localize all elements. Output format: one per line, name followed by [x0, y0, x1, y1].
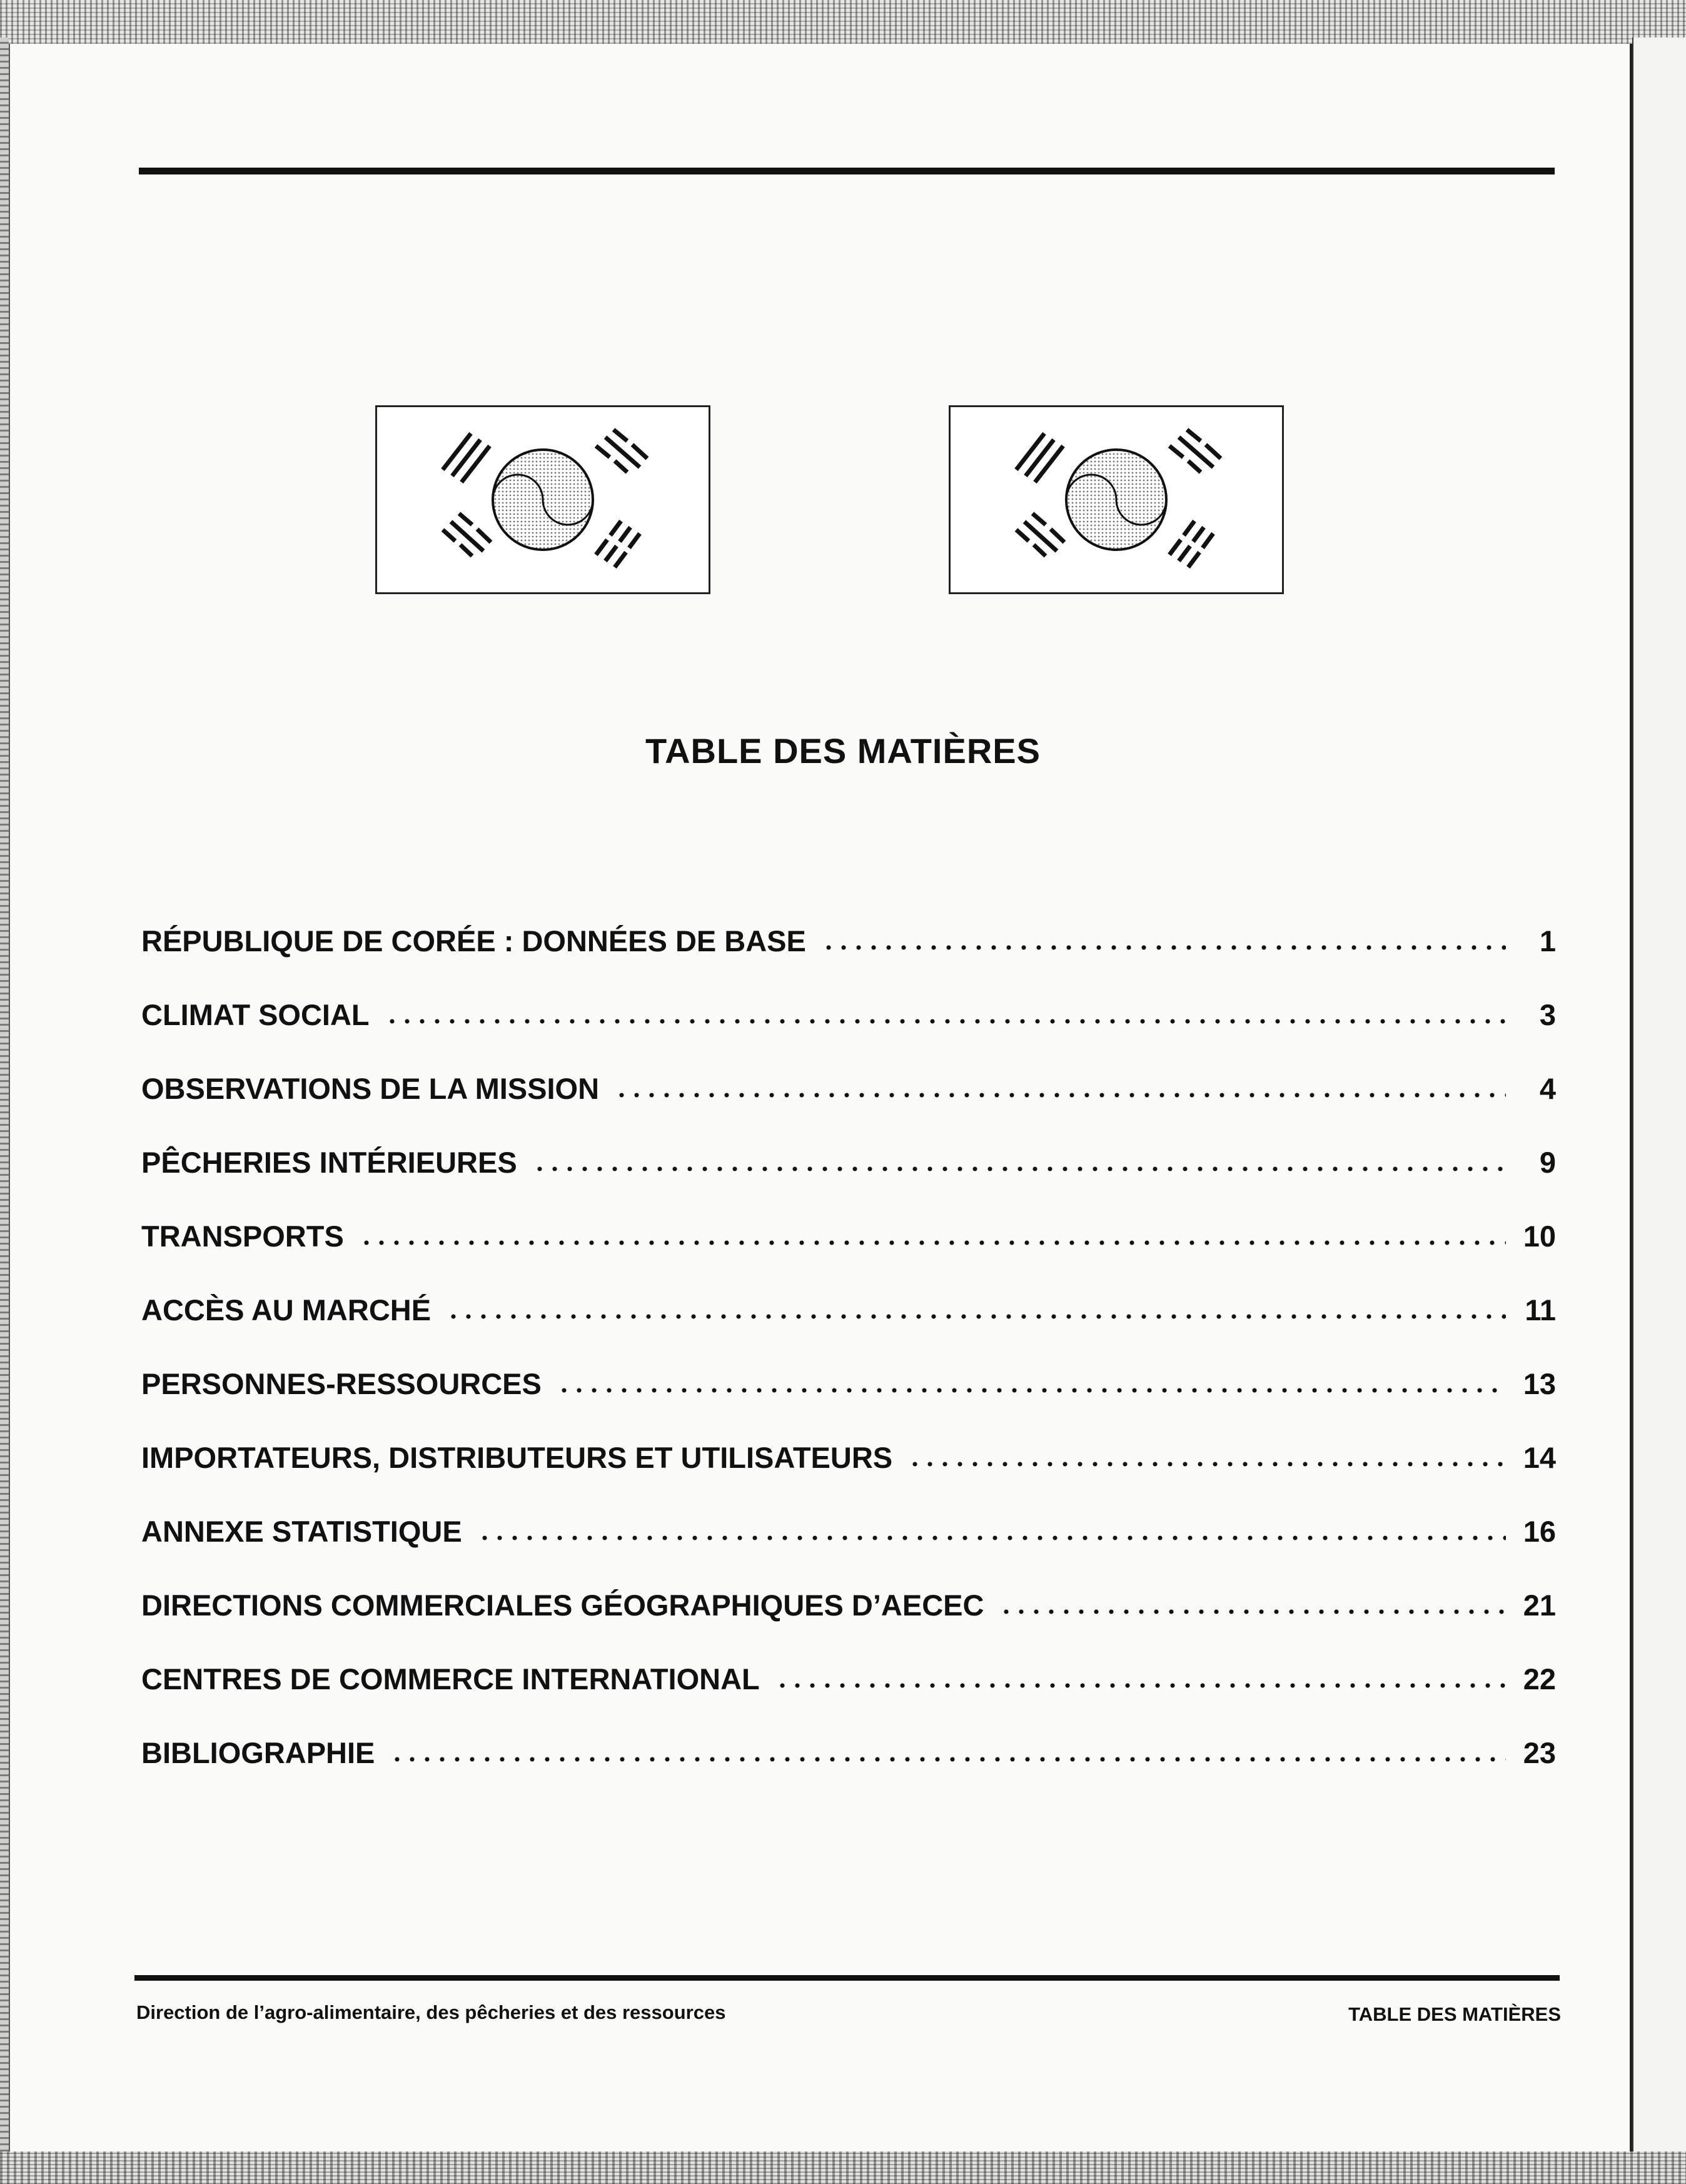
toc-entry-page: 13	[1523, 1367, 1556, 1400]
scan-edge-bottom	[0, 2151, 1686, 2184]
toc-title: TABLE DES MATIÈRES	[645, 731, 1041, 771]
toc-entry[interactable]	[141, 1287, 1556, 1332]
toc-leader-dots	[532, 1165, 1506, 1173]
korean-flag-icon	[949, 405, 1284, 594]
toc-entry-label: CLIMAT SOCIAL	[141, 998, 370, 1031]
toc-entry-label: CENTRES DE COMMERCE INTERNATIONAL	[141, 1662, 760, 1696]
toc-leader-dots	[359, 1238, 1506, 1247]
toc-entry[interactable]	[141, 992, 1556, 1037]
toc-leader-dots	[999, 1607, 1506, 1616]
toc-leader-dots	[446, 1312, 1506, 1321]
toc-leader-dots	[614, 1091, 1506, 1100]
toc-entry-label: IMPORTATEURS, DISTRIBUTEURS ET UTILISATEURS	[141, 1440, 893, 1474]
toc-leader-dots	[385, 1017, 1506, 1026]
toc-entry-label: PERSONNES-RESSOURCES	[141, 1367, 542, 1400]
toc-entry[interactable]	[141, 1140, 1556, 1185]
scan-edge-top	[0, 0, 1686, 44]
toc-entry[interactable]	[141, 918, 1556, 963]
toc-entry-page: 10	[1523, 1219, 1556, 1253]
toc-entry-label: RÉPUBLIQUE DE CORÉE : DONNÉES DE BASE	[141, 924, 806, 958]
toc-entry-page: 4	[1539, 1071, 1556, 1105]
toc-entry-page: 14	[1523, 1440, 1556, 1474]
toc-entry-page: 21	[1523, 1588, 1556, 1622]
scan-edge-left	[0, 38, 9, 2158]
toc-leader-dots	[557, 1386, 1506, 1395]
toc-entry-page: 9	[1539, 1145, 1556, 1179]
toc-entry[interactable]	[141, 1509, 1556, 1554]
toc-entry-label: ANNEXE STATISTIQUE	[141, 1514, 462, 1548]
toc-leader-dots	[821, 943, 1506, 952]
header-rule	[139, 168, 1555, 174]
toc-entry-label: BIBLIOGRAPHIE	[141, 1736, 375, 1769]
toc-leader-dots	[775, 1681, 1506, 1690]
toc-entry[interactable]	[141, 1435, 1556, 1480]
toc-entry[interactable]	[141, 1730, 1556, 1775]
toc-entry-label: TRANSPORTS	[141, 1219, 344, 1253]
toc-entry-label: ACCÈS AU MARCHÉ	[141, 1293, 432, 1327]
toc-entry-page: 3	[1539, 998, 1556, 1031]
scan-margin-right	[1632, 38, 1686, 2158]
toc-entry-label: OBSERVATIONS DE LA MISSION	[141, 1071, 600, 1105]
toc-leader-dots	[390, 1755, 1506, 1764]
footer-rule	[134, 1975, 1560, 1981]
toc-leader-dots	[907, 1460, 1506, 1469]
toc-entry-page: 1	[1539, 924, 1556, 958]
footer-department: Direction de l’agro-alimentaire, des pêcheries et des ressources	[136, 2001, 726, 2023]
toc-entry[interactable]	[141, 1066, 1556, 1111]
toc-entry[interactable]	[141, 1582, 1556, 1627]
toc-entry-label: PÊCHERIES INTÉRIEURES	[141, 1145, 517, 1179]
toc-entry-page: 22	[1523, 1662, 1556, 1696]
toc-entry-page: 16	[1523, 1514, 1556, 1548]
toc-entry[interactable]	[141, 1361, 1556, 1406]
toc-entry-label: DIRECTIONS COMMERCIALES GÉOGRAPHIQUES D’AECEC	[141, 1588, 984, 1622]
toc-entry[interactable]	[141, 1656, 1556, 1701]
korean-flag-icon	[375, 405, 710, 594]
toc-entry-page: 11	[1525, 1293, 1556, 1327]
toc-entry-page: 23	[1523, 1736, 1556, 1769]
toc-entry[interactable]	[141, 1213, 1556, 1258]
footer-section-title: TABLE DES MATIÈRES	[1348, 2003, 1561, 2025]
toc-leader-dots	[477, 1534, 1506, 1542]
